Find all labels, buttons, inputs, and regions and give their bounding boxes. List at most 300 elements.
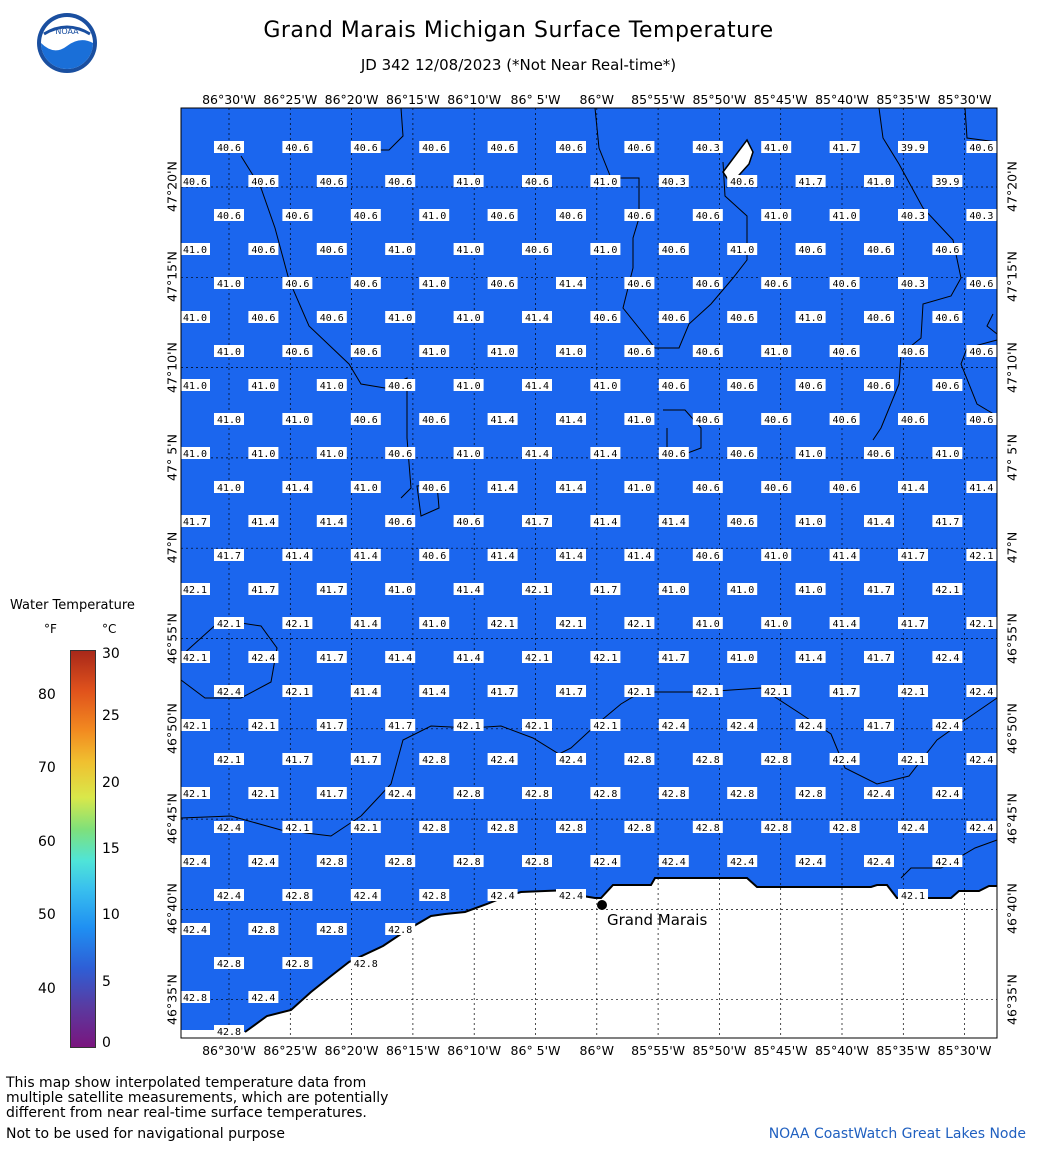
svg-text:41.4: 41.4 xyxy=(524,313,550,324)
temperature-value xyxy=(761,209,791,222)
svg-text:40.6: 40.6 xyxy=(661,245,686,256)
latitude-label: 47°15'N xyxy=(164,251,180,303)
temperature-value xyxy=(282,141,312,154)
temperature-value xyxy=(214,821,244,834)
temperature-value xyxy=(624,753,654,766)
svg-text:42.1: 42.1 xyxy=(182,585,208,596)
svg-text:40.6: 40.6 xyxy=(182,177,208,188)
svg-text:42.8: 42.8 xyxy=(388,857,413,868)
temperature-value xyxy=(830,413,860,426)
svg-text:42.8: 42.8 xyxy=(524,789,550,800)
svg-text:40.6: 40.6 xyxy=(764,279,789,290)
temperature-value xyxy=(454,447,484,460)
temperature-value xyxy=(556,481,586,494)
svg-text:41.0: 41.0 xyxy=(422,279,447,290)
svg-text:41.7: 41.7 xyxy=(866,653,892,664)
svg-text:41.0: 41.0 xyxy=(935,449,960,460)
longitude-label: 85°55'W xyxy=(631,92,686,107)
svg-text:41.0: 41.0 xyxy=(456,177,481,188)
svg-text:40.6: 40.6 xyxy=(353,211,378,222)
temperature-value xyxy=(488,209,518,222)
temperature-value xyxy=(282,277,312,290)
temperature-value xyxy=(898,277,928,290)
svg-text:42.4: 42.4 xyxy=(490,891,515,902)
svg-text:42.8: 42.8 xyxy=(456,857,481,868)
temperature-value xyxy=(624,141,654,154)
svg-text:41.0: 41.0 xyxy=(832,211,857,222)
longitude-label: 86°20'W xyxy=(324,1043,379,1058)
temperature-value xyxy=(522,311,552,324)
svg-text:41.7: 41.7 xyxy=(353,755,378,766)
temperature-value xyxy=(693,617,723,630)
temperature-value xyxy=(932,379,962,392)
svg-text:42.1: 42.1 xyxy=(285,619,310,630)
svg-text:41.0: 41.0 xyxy=(388,585,413,596)
disclaimer-line-2: multiple satellite measurements, which are potentially xyxy=(6,1090,389,1106)
temperature-value xyxy=(214,277,244,290)
svg-text:40.3: 40.3 xyxy=(695,143,720,154)
svg-text:41.4: 41.4 xyxy=(558,551,584,562)
celsius-tick: 10 xyxy=(102,907,120,923)
temperature-value xyxy=(180,855,210,868)
temperature-value xyxy=(282,821,312,834)
temperature-value xyxy=(864,447,894,460)
temperature-value xyxy=(317,243,347,256)
map-title: Grand Marais Michigan Surface Temperature xyxy=(263,18,774,43)
svg-text:42.8: 42.8 xyxy=(182,993,208,1004)
temperature-value xyxy=(864,719,894,732)
temperature-value xyxy=(932,651,962,664)
svg-text:42.1: 42.1 xyxy=(182,789,208,800)
svg-text:42.4: 42.4 xyxy=(661,857,686,868)
temperature-value xyxy=(898,617,928,630)
svg-text:40.6: 40.6 xyxy=(285,347,310,358)
temperature-value xyxy=(898,413,928,426)
svg-text:40.6: 40.6 xyxy=(730,517,755,528)
latitude-label: 46°55'N xyxy=(1004,612,1020,664)
temperature-value xyxy=(317,447,347,460)
temperature-value xyxy=(727,583,757,596)
temperature-value xyxy=(317,379,347,392)
disclaimer-line-3: different from near real-time surface temperatures. xyxy=(6,1105,367,1121)
svg-text:40.3: 40.3 xyxy=(661,177,686,188)
svg-text:41.0: 41.0 xyxy=(661,585,686,596)
temperature-value xyxy=(556,617,586,630)
svg-text:42.1: 42.1 xyxy=(969,619,994,630)
temperature-value xyxy=(761,821,791,834)
svg-text:40.6: 40.6 xyxy=(216,143,242,154)
svg-text:41.4: 41.4 xyxy=(524,381,550,392)
temperature-value xyxy=(659,787,689,800)
svg-text:41.7: 41.7 xyxy=(900,619,926,630)
temperature-value xyxy=(659,243,689,256)
celsius-tick: 5 xyxy=(102,974,111,990)
latitude-label: 47°N xyxy=(1004,531,1020,564)
temperature-value xyxy=(180,719,210,732)
svg-text:40.6: 40.6 xyxy=(627,143,652,154)
svg-text:41.0: 41.0 xyxy=(593,245,618,256)
temperature-value xyxy=(522,855,552,868)
temperature-value xyxy=(761,685,791,698)
temperature-value xyxy=(317,651,347,664)
unit-celsius: °C xyxy=(102,622,117,636)
svg-text:40.6: 40.6 xyxy=(353,415,378,426)
temperature-value xyxy=(488,753,518,766)
svg-text:42.1: 42.1 xyxy=(764,687,789,698)
svg-text:42.8: 42.8 xyxy=(832,823,857,834)
temperature-value xyxy=(727,651,757,664)
svg-text:41.7: 41.7 xyxy=(182,517,208,528)
temperature-value xyxy=(214,889,244,902)
svg-text:42.4: 42.4 xyxy=(935,653,960,664)
svg-text:41.0: 41.0 xyxy=(558,347,584,358)
svg-text:41.0: 41.0 xyxy=(182,245,208,256)
svg-text:40.6: 40.6 xyxy=(935,381,960,392)
svg-text:42.1: 42.1 xyxy=(490,619,515,630)
svg-text:40.6: 40.6 xyxy=(490,143,515,154)
svg-text:41.0: 41.0 xyxy=(627,415,652,426)
svg-text:40.6: 40.6 xyxy=(764,415,789,426)
map-canvas xyxy=(181,108,997,1038)
temperature-value xyxy=(693,481,723,494)
svg-text:41.0: 41.0 xyxy=(216,279,242,290)
temperature-value xyxy=(590,719,620,732)
svg-text:42.1: 42.1 xyxy=(900,687,926,698)
fahrenheit-tick: 70 xyxy=(38,760,56,776)
svg-text:41.7: 41.7 xyxy=(319,585,344,596)
svg-text:40.6: 40.6 xyxy=(900,347,926,358)
svg-text:41.0: 41.0 xyxy=(353,483,378,494)
svg-text:41.4: 41.4 xyxy=(866,517,892,528)
temperature-value xyxy=(796,311,826,324)
svg-text:41.7: 41.7 xyxy=(661,653,686,664)
temperature-value xyxy=(214,481,244,494)
svg-text:41.4: 41.4 xyxy=(319,517,344,528)
temperature-value xyxy=(590,311,620,324)
svg-text:41.0: 41.0 xyxy=(490,347,515,358)
temperature-value xyxy=(488,277,518,290)
temperature-value xyxy=(454,583,484,596)
latitude-label: 47°20'N xyxy=(164,161,180,212)
svg-text:40.6: 40.6 xyxy=(798,245,823,256)
svg-text:41.0: 41.0 xyxy=(866,177,892,188)
temperature-value xyxy=(796,855,826,868)
svg-text:41.7: 41.7 xyxy=(900,551,926,562)
svg-text:40.6: 40.6 xyxy=(695,483,720,494)
svg-text:42.4: 42.4 xyxy=(832,755,857,766)
svg-text:42.1: 42.1 xyxy=(524,585,550,596)
latitude-label: 47°10'N xyxy=(1004,341,1020,393)
temperature-value xyxy=(385,787,415,800)
temperature-value xyxy=(248,855,278,868)
temperature-value xyxy=(590,243,620,256)
temperature-value xyxy=(317,787,347,800)
svg-text:40.6: 40.6 xyxy=(730,381,755,392)
temperature-value xyxy=(488,413,518,426)
temperature-value xyxy=(454,787,484,800)
svg-text:42.8: 42.8 xyxy=(558,823,584,834)
svg-text:42.8: 42.8 xyxy=(593,789,618,800)
temperature-value xyxy=(556,277,586,290)
svg-text:41.4: 41.4 xyxy=(558,279,584,290)
temperature-value xyxy=(419,753,449,766)
temperature-value xyxy=(488,685,518,698)
svg-text:40.6: 40.6 xyxy=(866,313,892,324)
svg-text:41.7: 41.7 xyxy=(388,721,413,732)
svg-text:40.6: 40.6 xyxy=(627,211,652,222)
temperature-value xyxy=(693,209,723,222)
svg-text:42.4: 42.4 xyxy=(935,857,960,868)
svg-text:42.8: 42.8 xyxy=(319,925,344,936)
svg-text:42.1: 42.1 xyxy=(593,721,618,732)
temperature-value xyxy=(488,549,518,562)
temperature-value xyxy=(966,345,996,358)
navigation-warning: Not to be used for navigational purpose xyxy=(6,1126,285,1142)
temperature-value xyxy=(488,617,518,630)
svg-text:41.4: 41.4 xyxy=(456,653,481,664)
temperature-value xyxy=(351,753,381,766)
temperature-value xyxy=(488,345,518,358)
svg-text:41.4: 41.4 xyxy=(558,483,584,494)
temperature-value xyxy=(248,991,278,1004)
temperature-value xyxy=(282,481,312,494)
svg-text:41.7: 41.7 xyxy=(593,585,618,596)
temperature-value xyxy=(830,549,860,562)
temperature-value xyxy=(966,549,996,562)
temperature-value xyxy=(419,345,449,358)
legend-title: Water Temperature xyxy=(10,598,135,613)
temperature-value xyxy=(624,617,654,630)
temperature-value xyxy=(385,175,415,188)
svg-text:42.4: 42.4 xyxy=(969,687,994,698)
temperature-value xyxy=(248,651,278,664)
temperature-value xyxy=(351,413,381,426)
temperature-value xyxy=(214,753,244,766)
temperature-value xyxy=(830,345,860,358)
temperature-value xyxy=(385,583,415,596)
svg-text:41.4: 41.4 xyxy=(490,551,515,562)
temperature-value xyxy=(419,549,449,562)
svg-text:39.9: 39.9 xyxy=(900,143,926,154)
temperature-value xyxy=(282,345,312,358)
temperature-value xyxy=(214,617,244,630)
temperature-value xyxy=(317,515,347,528)
temperature-value xyxy=(351,209,381,222)
temperature-value xyxy=(282,957,312,970)
svg-text:40.6: 40.6 xyxy=(695,415,720,426)
svg-text:42.4: 42.4 xyxy=(900,823,926,834)
svg-text:41.7: 41.7 xyxy=(319,789,344,800)
fahrenheit-tick: 50 xyxy=(38,907,56,923)
svg-text:41.7: 41.7 xyxy=(866,721,892,732)
temperature-value xyxy=(522,651,552,664)
temperature-value xyxy=(180,923,210,936)
svg-text:42.4: 42.4 xyxy=(730,857,755,868)
svg-text:40.6: 40.6 xyxy=(969,347,994,358)
longitude-label: 85°40'W xyxy=(815,92,869,107)
temperature-value xyxy=(932,447,962,460)
svg-text:42.1: 42.1 xyxy=(251,721,276,732)
temperature-value xyxy=(727,243,757,256)
temperature-value xyxy=(864,515,894,528)
longitude-label: 86°30'W xyxy=(202,1043,256,1058)
svg-text:41.0: 41.0 xyxy=(593,381,618,392)
svg-text:41.7: 41.7 xyxy=(490,687,515,698)
svg-text:40.6: 40.6 xyxy=(764,483,789,494)
svg-text:41.7: 41.7 xyxy=(935,517,960,528)
svg-text:41.4: 41.4 xyxy=(388,653,413,664)
svg-text:41.7: 41.7 xyxy=(798,177,823,188)
svg-text:42.8: 42.8 xyxy=(524,857,550,868)
longitude-label: 86° 5'W xyxy=(510,1043,561,1058)
svg-text:40.6: 40.6 xyxy=(353,143,378,154)
svg-text:40.6: 40.6 xyxy=(866,245,892,256)
svg-text:42.4: 42.4 xyxy=(969,755,994,766)
grand-marais-label: Grand Marais xyxy=(607,911,708,929)
svg-text:41.4: 41.4 xyxy=(593,517,618,528)
temperature-value xyxy=(351,481,381,494)
svg-text:40.3: 40.3 xyxy=(900,279,926,290)
temperature-value xyxy=(419,481,449,494)
temperature-value xyxy=(180,651,210,664)
latitude-label: 47°15'N xyxy=(1004,251,1020,303)
temperature-value xyxy=(556,141,586,154)
temperature-value xyxy=(761,549,791,562)
svg-text:42.4: 42.4 xyxy=(593,857,618,868)
svg-text:40.6: 40.6 xyxy=(695,347,720,358)
svg-text:40.6: 40.6 xyxy=(832,347,857,358)
temperature-value xyxy=(351,957,381,970)
temperature-value xyxy=(556,685,586,698)
svg-text:42.8: 42.8 xyxy=(388,925,413,936)
grand-marais-marker xyxy=(597,900,607,910)
latitude-label: 47° 5'N xyxy=(1004,433,1020,481)
temperature-value xyxy=(214,345,244,358)
temperature-value xyxy=(830,821,860,834)
svg-text:40.6: 40.6 xyxy=(969,279,994,290)
latitude-label: 46°50'N xyxy=(1004,702,1020,754)
temperature-value xyxy=(830,481,860,494)
temperature-value xyxy=(864,787,894,800)
svg-text:41.4: 41.4 xyxy=(832,551,857,562)
temperature-value xyxy=(898,481,928,494)
temperature-value xyxy=(214,549,244,562)
svg-text:40.6: 40.6 xyxy=(730,449,755,460)
temperature-value xyxy=(590,175,620,188)
svg-text:40.6: 40.6 xyxy=(695,551,720,562)
svg-text:41.4: 41.4 xyxy=(798,653,823,664)
svg-text:41.0: 41.0 xyxy=(182,449,208,460)
svg-text:42.4: 42.4 xyxy=(251,857,276,868)
svg-text:40.6: 40.6 xyxy=(935,313,960,324)
temperature-value xyxy=(214,1025,244,1038)
longitude-label: 86°30'W xyxy=(202,92,256,107)
svg-text:41.0: 41.0 xyxy=(764,619,789,630)
svg-text:42.4: 42.4 xyxy=(558,891,584,902)
temperature-value xyxy=(419,141,449,154)
svg-text:40.6: 40.6 xyxy=(319,313,344,324)
svg-text:40.6: 40.6 xyxy=(319,177,344,188)
svg-text:41.4: 41.4 xyxy=(900,483,926,494)
temperature-value xyxy=(180,515,210,528)
temperature-value xyxy=(693,821,723,834)
longitude-label: 85°35'W xyxy=(876,92,931,107)
svg-text:41.0: 41.0 xyxy=(593,177,618,188)
svg-text:40.6: 40.6 xyxy=(422,551,447,562)
temperature-value xyxy=(454,515,484,528)
svg-text:40.6: 40.6 xyxy=(730,177,755,188)
svg-text:41.0: 41.0 xyxy=(388,313,413,324)
temperature-value xyxy=(624,821,654,834)
longitude-label: 85°45'W xyxy=(753,1043,808,1058)
temperature-value xyxy=(830,141,860,154)
longitude-label: 86°10'W xyxy=(447,1043,502,1058)
temperature-value xyxy=(830,209,860,222)
svg-text:42.1: 42.1 xyxy=(285,687,310,698)
temperature-value xyxy=(727,719,757,732)
svg-text:41.4: 41.4 xyxy=(490,483,515,494)
svg-text:42.1: 42.1 xyxy=(524,721,550,732)
svg-text:40.6: 40.6 xyxy=(900,415,926,426)
temperature-value xyxy=(966,141,996,154)
latitude-label: 47°20'N xyxy=(1004,161,1020,212)
temperature-value xyxy=(419,209,449,222)
svg-text:42.1: 42.1 xyxy=(456,721,481,732)
longitude-label: 86°15'W xyxy=(385,1043,440,1058)
temperature-value xyxy=(282,413,312,426)
temperature-value xyxy=(624,685,654,698)
temperature-value xyxy=(590,651,620,664)
temperature-value xyxy=(488,481,518,494)
temperature-value xyxy=(419,413,449,426)
svg-text:42.8: 42.8 xyxy=(798,789,823,800)
temperature-value xyxy=(864,175,894,188)
svg-text:41.0: 41.0 xyxy=(182,381,208,392)
map-subtitle: JD 342 12/08/2023 (*Not Near Real-time*) xyxy=(360,56,677,74)
svg-text:40.6: 40.6 xyxy=(353,347,378,358)
temperature-value xyxy=(282,685,312,698)
svg-text:40.6: 40.6 xyxy=(832,483,857,494)
temperature-value xyxy=(214,685,244,698)
svg-text:42.8: 42.8 xyxy=(422,823,447,834)
temperature-value xyxy=(796,719,826,732)
svg-text:41.4: 41.4 xyxy=(832,619,857,630)
svg-text:41.0: 41.0 xyxy=(422,347,447,358)
svg-text:42.1: 42.1 xyxy=(627,687,652,698)
temperature-value xyxy=(317,719,347,732)
svg-text:41.4: 41.4 xyxy=(558,415,584,426)
temperature-value xyxy=(932,787,962,800)
latitude-label: 46°45'N xyxy=(164,793,180,845)
temperature-value xyxy=(248,787,278,800)
celsius-tick: 15 xyxy=(102,841,120,857)
svg-text:40.6: 40.6 xyxy=(285,143,310,154)
svg-text:41.0: 41.0 xyxy=(764,211,789,222)
celsius-tick: 0 xyxy=(102,1035,111,1051)
temperature-value xyxy=(624,209,654,222)
svg-text:41.0: 41.0 xyxy=(251,381,276,392)
temperature-value xyxy=(761,277,791,290)
svg-text:42.4: 42.4 xyxy=(866,789,892,800)
latitude-label: 46°40'N xyxy=(164,883,180,935)
svg-text:42.8: 42.8 xyxy=(764,755,789,766)
temperature-value xyxy=(727,515,757,528)
temperature-value xyxy=(385,243,415,256)
longitude-label: 86°25'W xyxy=(263,92,318,107)
temperature-value xyxy=(180,243,210,256)
temperature-value xyxy=(522,787,552,800)
temperature-value xyxy=(454,379,484,392)
